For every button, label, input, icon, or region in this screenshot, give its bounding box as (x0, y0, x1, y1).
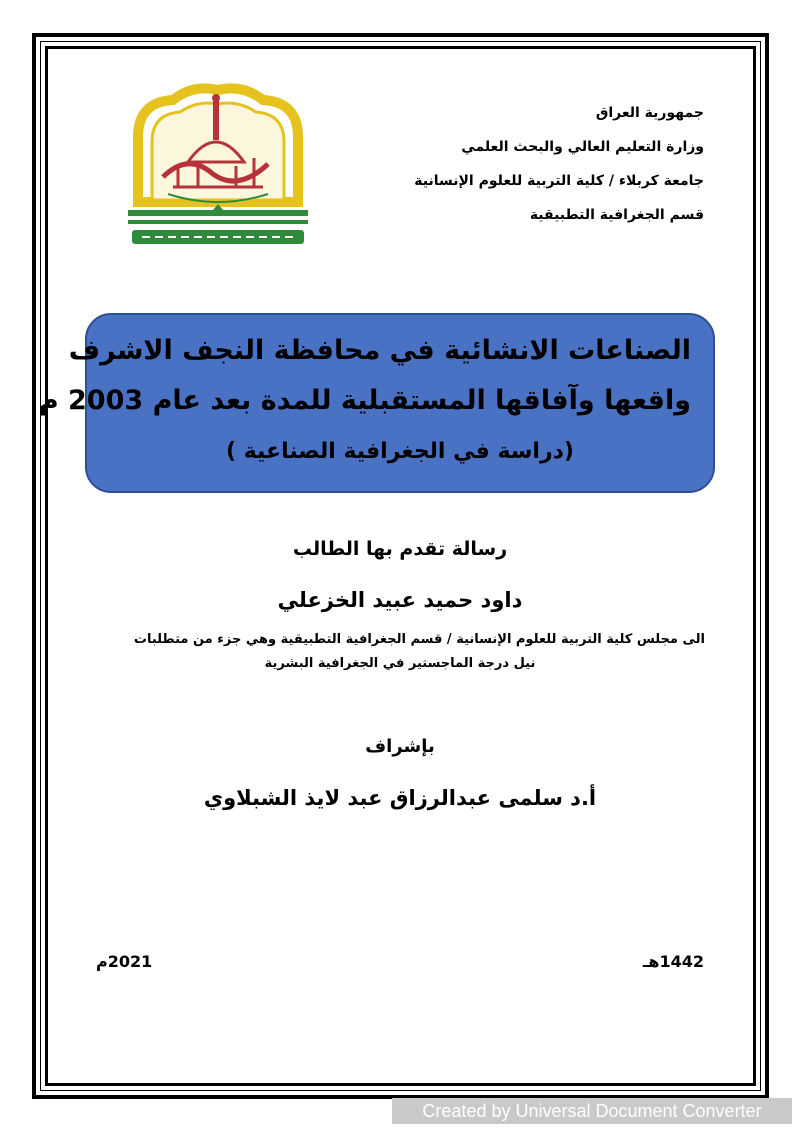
thesis-title-line-1: الصناعات الانشائية في محافظة النجف الاشرف (68, 335, 691, 366)
supervision-label: بإشراف (365, 736, 435, 757)
gregorian-year: 2021م (96, 952, 153, 971)
thesis-subtitle: (دراسة في الجغرافية الصناعية ) (226, 439, 574, 464)
submitted-by-label: رسالة تقدم بها الطالب (292, 538, 508, 560)
institution-header (344, 96, 704, 232)
thesis-title-line-2: واقعها وآفاقها المستقبلية للمدة بعد عام 2003 م (38, 385, 691, 416)
university-logo (118, 82, 318, 252)
student-name: داود حميد عبيد الخزعلي (277, 588, 523, 612)
header-department: قسم الجغرافية التطبيقية (529, 207, 704, 223)
supervisor-name: أ.د سلمى عبدالرزاق عبد لايذ الشبلاوي (203, 786, 597, 810)
hijri-year: 1442هـ (642, 952, 704, 971)
header-university: جامعة كربلاء / كلية التربية للعلوم الإنسانية (414, 173, 704, 189)
header-ministry: وزارة التعليم العالي والبحث العلمي (461, 139, 704, 155)
thesis-description-line-1: الى مجلس كلية التربية للعلوم الإنسانية / قسم الجغرافية التطبيقية وهي جزء من متطلبات (133, 632, 705, 647)
converter-watermark: Created by Universal Document Converter (392, 1098, 792, 1124)
thesis-title-box (38, 313, 715, 493)
header-country: جمهورية العراق (595, 105, 704, 121)
karbala-emblem-icon (118, 82, 318, 252)
thesis-description-line-2: نيل درجة الماجستير في الجغرافية البشرية (264, 656, 536, 671)
